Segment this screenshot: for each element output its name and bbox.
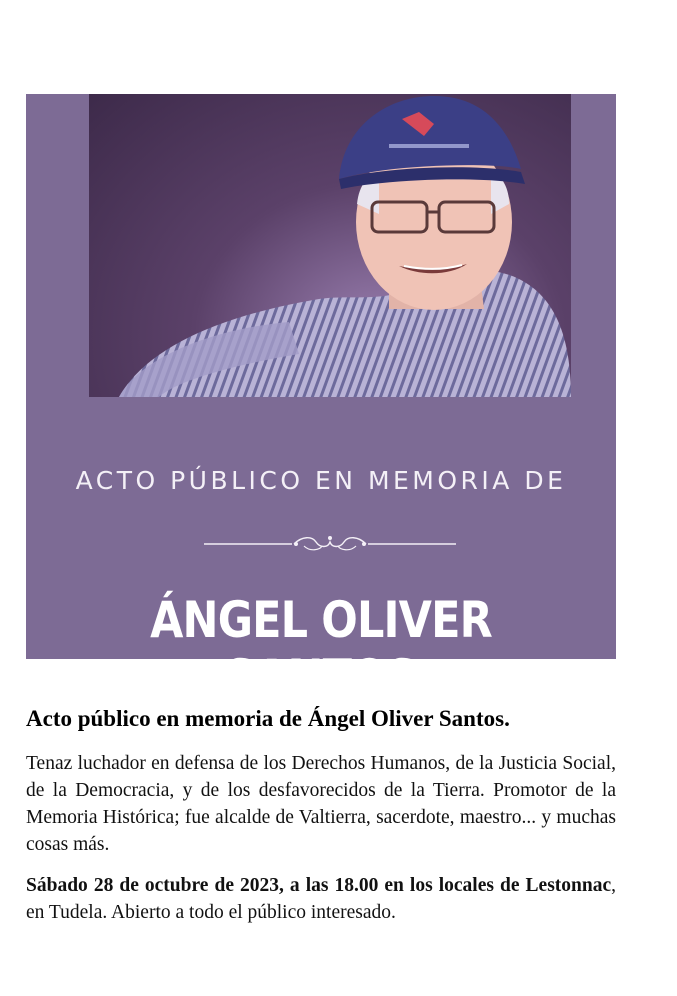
event-details: , en Tudela. Abierto a todo el público interesado. xyxy=(26,875,616,923)
flourish-divider-icon xyxy=(204,534,456,554)
article-title: Acto público en memoria de Ángel Oliver Santos. xyxy=(26,706,510,731)
memorial-poster xyxy=(26,94,616,707)
article-body: Tenaz luchador en defensa de los Derechos Humanos, de la Justicia Social, de la Democracia, y de los desfavorecidos de la Tierra. Promotor de la Memoria Histórica; fue alcalde de Valtierra, sacerdote, maestro... y muchas cosas más. xyxy=(26,753,616,855)
portrait-photo xyxy=(89,94,571,397)
event-date-location: Sábado 28 de octubre de 2023, a las 18.00 en los locales de Lestonnac xyxy=(26,875,612,896)
poster-heading: ACTO PÚBLICO EN MEMORIA DE xyxy=(75,466,567,495)
poster-name: ÁNGEL OLIVER SANTOS xyxy=(150,591,492,707)
event-info xyxy=(26,872,616,926)
